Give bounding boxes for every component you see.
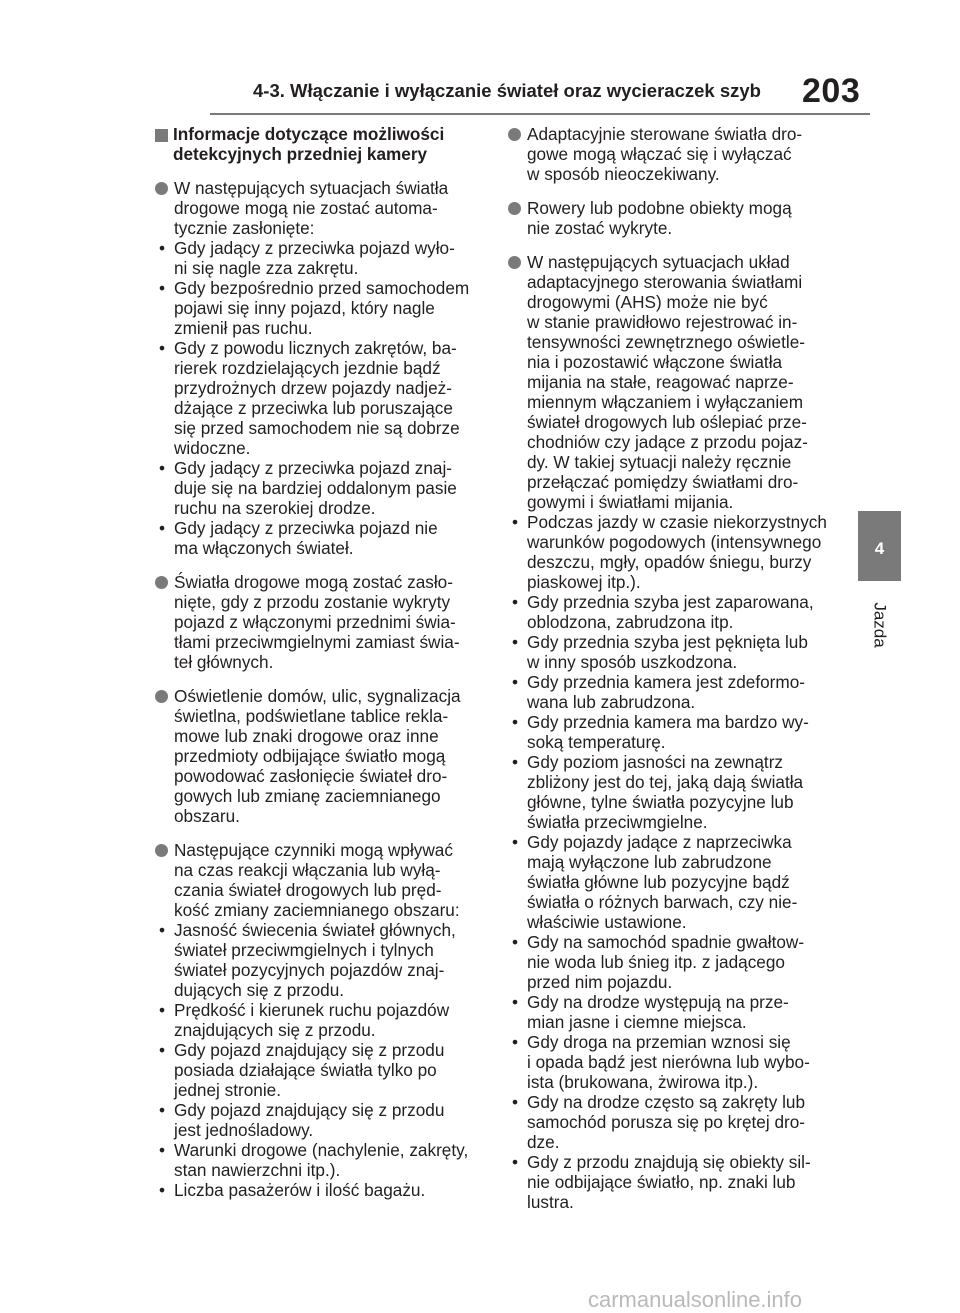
circle-bullet-icon <box>508 202 521 215</box>
left-item-list <box>155 178 480 1200</box>
bullet-dot-icon: • <box>159 1040 166 1060</box>
bullet-dot-icon: • <box>512 712 519 732</box>
bullet-text: Gdy poziom jasności na zewnątrz zbliżony jest do tej, jaką dają światła główne, tylne światła pozycyjne lub światła przeciwmgielne. <box>527 752 804 832</box>
bullet-dot-icon: • <box>512 932 519 952</box>
bullet-text: Gdy jadący z przeciwka pojazd nie ma włączonych świateł. <box>174 518 438 558</box>
chapter-number: 4 <box>874 539 885 558</box>
circle-bullet-icon <box>155 576 168 589</box>
bullet-text: Gdy pojazdy jadące z naprzeciwka mają wyłączone lub zabrudzone światła główne lub pozycyjne bądź światła o różnych barwach, czy nie- właściwie ustawione. <box>527 832 798 932</box>
bullet-item <box>155 1040 480 1100</box>
bullet-dot-icon: • <box>512 512 519 532</box>
page-number: 203 <box>802 72 861 110</box>
chapter-label <box>860 595 900 655</box>
info-paragraph <box>155 572 480 672</box>
bullet-dot-icon: • <box>159 1180 166 1200</box>
bullet-list <box>508 512 838 1212</box>
left-column <box>155 124 480 1214</box>
bullet-dot-icon: • <box>159 518 166 538</box>
bullet-dot-icon: • <box>159 458 166 478</box>
bullet-item <box>155 1100 480 1140</box>
bullet-item <box>508 1092 838 1152</box>
bullet-item <box>508 1032 838 1092</box>
circle-bullet-icon <box>155 844 168 857</box>
info-paragraph-text: Adaptacyjnie sterowane światła dro- gowe mogą włączać się i wyłączać w sposób nieoczekiwany. <box>527 124 803 184</box>
info-paragraph <box>155 686 480 826</box>
bullet-dot-icon: • <box>512 752 519 772</box>
bullet-item <box>155 278 480 338</box>
section-heading <box>155 124 480 164</box>
header-divider <box>210 113 870 115</box>
bullet-dot-icon: • <box>512 832 519 852</box>
bullet-text: Gdy na drodze występują na prze- mian jasne i ciemne miejsca. <box>527 992 789 1032</box>
bullet-list <box>155 920 480 1200</box>
circle-bullet-icon <box>155 690 168 703</box>
bullet-text: Podczas jazdy w czasie niekorzystnych warunków pogodowych (intensywnego deszczu, mgły, opadów śniegu, burzy piaskowej itp.). <box>527 512 827 592</box>
bullet-item <box>508 672 838 712</box>
bullet-item <box>155 518 480 558</box>
bullet-dot-icon: • <box>159 338 166 358</box>
bullet-text: Gdy z powodu licznych zakrętów, ba- rierek rozdzielających jezdnie bądź przydrożnych drzew pojazdy nadjeż- dżające z przeciwka lub poruszające się przed samochodem nie są dobrze widoczne. <box>174 338 460 458</box>
info-item <box>508 252 838 1212</box>
bullet-item <box>508 1152 838 1212</box>
bullet-item <box>155 1000 480 1040</box>
bullet-dot-icon: • <box>159 278 166 298</box>
chapter-label-text: Jazda <box>871 602 890 648</box>
bullet-dot-icon: • <box>512 672 519 692</box>
bullet-dot-icon: • <box>159 1140 166 1160</box>
right-item-list <box>508 124 838 1212</box>
bullet-dot-icon: • <box>512 1032 519 1052</box>
bullet-dot-icon: • <box>159 1100 166 1120</box>
bullet-item <box>155 1180 480 1200</box>
section-heading-text: Informacje dotyczące możliwości detekcyjnych przedniej kamery <box>173 124 445 164</box>
bullet-text: Gdy przednia kamera ma bardzo wy- soką temperaturę. <box>527 712 809 752</box>
bullet-item <box>155 458 480 518</box>
bullet-dot-icon: • <box>512 1152 519 1172</box>
info-paragraph <box>155 840 480 920</box>
bullet-dot-icon: • <box>159 1000 166 1020</box>
bullet-item <box>508 512 838 592</box>
bullet-item <box>508 932 838 992</box>
info-paragraph <box>508 198 838 238</box>
right-column <box>508 124 838 1226</box>
bullet-text: Prędkość i kierunek ruchu pojazdów znajdujących się z przodu. <box>174 1000 450 1040</box>
bullet-text: Gdy przednia szyba jest pęknięta lub w inny sposób uszkodzona. <box>527 632 808 672</box>
bullet-text: Gdy pojazd znajdujący się z przodu posiada działające światła tylko po jednej stronie. <box>174 1040 445 1100</box>
bullet-text: Gdy przednia kamera jest zdeformo- wana lub zabrudzona. <box>527 672 805 712</box>
info-paragraph <box>508 124 838 184</box>
bullet-item <box>508 632 838 672</box>
info-item <box>155 178 480 558</box>
info-paragraph-text: Następujące czynniki mogą wpływać na czas reakcji włączania lub wyłą- czania świateł drogowych lub pręd- kość zmiany zaciemnianego obszaru: <box>174 840 460 920</box>
info-item <box>155 686 480 826</box>
circle-bullet-icon <box>508 256 521 269</box>
bullet-dot-icon: • <box>512 992 519 1012</box>
info-paragraph-text: W następujących sytuacjach układ adaptacyjnego sterowania światłami drogowymi (AHS) może nie być w stanie prawidłowo rejestrować in- tensywności zewnętrznego oświetle- nia i pozostawić włączone światła mijania na stałe, reagować naprze- miennym włączaniem i wyłączaniem świateł drogowych lub oślepiać prze- chodniów czy jadące z przodu pojaz- dy. W takiej sytuacji należy ręcznie przełączać pomiędzy światłami dro- gowymi i światłami mijania. <box>527 252 808 512</box>
info-item <box>508 198 838 238</box>
circle-bullet-icon <box>155 182 168 195</box>
bullet-item <box>508 592 838 632</box>
bullet-item <box>155 920 480 1000</box>
bullet-dot-icon: • <box>159 238 166 258</box>
info-item <box>155 572 480 672</box>
bullet-item <box>155 1140 480 1180</box>
bullet-text: Warunki drogowe (nachylenie, zakręty, stan nawierzchni itp.). <box>174 1140 469 1180</box>
info-paragraph-text: Rowery lub podobne obiekty mogą nie zostać wykryte. <box>527 198 792 238</box>
bullet-dot-icon: • <box>512 632 519 652</box>
info-paragraph-text: W następujących sytuacjach światła drogowe mogą nie zostać automa- tycznie zasłonięte: <box>174 178 449 238</box>
bullet-text: Gdy na samochód spadnie gwałtow- nie woda lub śnieg itp. z jadącego przed nim pojazdu. <box>527 932 805 992</box>
info-paragraph-text: Światła drogowe mogą zostać zasło- nięte, gdy z przodu zostanie wykryty pojazd z włączonymi przednimi świa- tłami przeciwmgielnymi zamiast świa- teł głównych. <box>174 572 460 672</box>
bullet-text: Gdy jadący z przeciwka pojazd znaj- duje się na bardziej oddalonym pasie ruchu na szerokiej drodze. <box>174 458 457 518</box>
bullet-dot-icon: • <box>159 920 166 940</box>
bullet-text: Jasność świecenia świateł głównych, świateł przeciwmgielnych i tylnych świateł pozycyjnych pojazdów znaj- dujących się z przodu. <box>174 920 456 1000</box>
chapter-tab <box>858 511 901 581</box>
info-paragraph-text: Oświetlenie domów, ulic, sygnalizacja świetlna, podświetlane tablice rekla- mowe lub znaki drogowe oraz inne przedmioty odbijające światło mogą powodować zasłonięcie świateł dro- gowych lub zmianę zaciemnianego obszaru. <box>174 686 461 826</box>
bullet-dot-icon: • <box>512 592 519 612</box>
bullet-text: Gdy droga na przemian wznosi się i opada bądź jest nierówna lub wybo- ista (brukowana, żwirowa itp.). <box>527 1032 810 1092</box>
bullet-item <box>155 338 480 458</box>
bullet-item <box>155 238 480 278</box>
info-item <box>155 840 480 1200</box>
circle-bullet-icon <box>508 128 521 141</box>
bullet-text: Gdy jadący z przeciwka pojazd wyło- ni się nagle zza zakrętu. <box>174 238 455 278</box>
bullet-item <box>508 712 838 752</box>
section-title: 4-3. Włączanie i wyłączanie świateł oraz wycieraczek szyb <box>253 80 761 101</box>
bullet-text: Gdy pojazd znajdujący się z przodu jest jednośladowy. <box>174 1100 445 1140</box>
info-item <box>508 124 838 184</box>
info-paragraph <box>155 178 480 238</box>
bullet-item <box>508 832 838 932</box>
bullet-dot-icon: • <box>512 1092 519 1112</box>
bullet-text: Gdy bezpośrednio przed samochodem pojawi się inny pojazd, który nagle zmienił pas ruchu. <box>174 278 470 338</box>
bullet-text: Gdy przednia szyba jest zaparowana, oblodzona, zabrudzona itp. <box>527 592 814 632</box>
bullet-text: Liczba pasażerów i ilość bagażu. <box>174 1180 426 1200</box>
watermark: carmanualsonline.info <box>588 1287 803 1312</box>
bullet-list <box>155 238 480 558</box>
bullet-text: Gdy z przodu znajdują się obiekty sil- nie odbijające światło, np. znaki lub lustra. <box>527 1152 811 1212</box>
bullet-item <box>508 992 838 1032</box>
bullet-text: Gdy na drodze często są zakręty lub samochód porusza się po krętej dro- dze. <box>527 1092 806 1152</box>
bullet-item <box>508 752 838 832</box>
square-marker-icon <box>155 129 168 142</box>
info-paragraph <box>508 252 838 512</box>
